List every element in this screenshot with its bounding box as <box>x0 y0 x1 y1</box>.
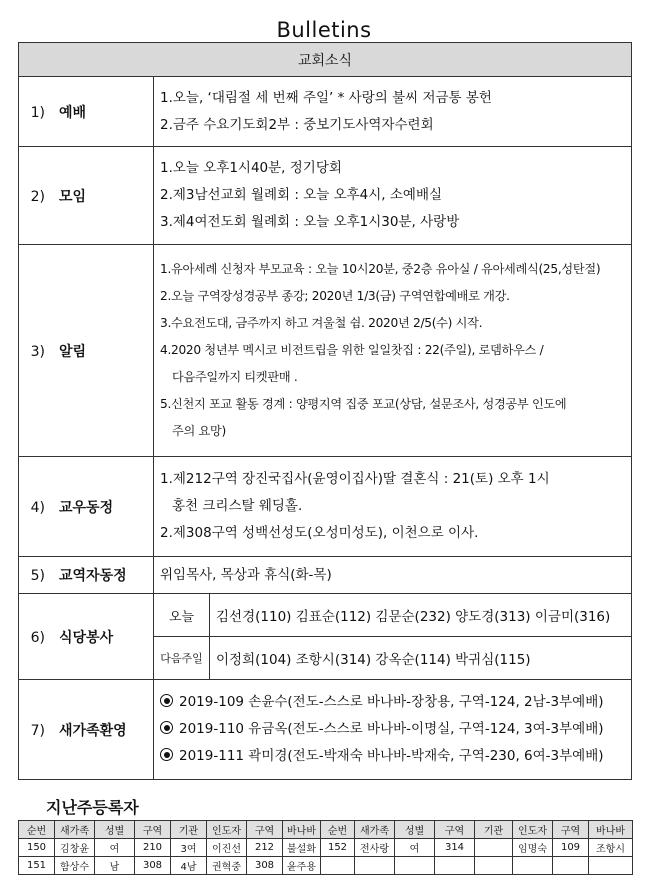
registry-cell: 조항시 <box>589 839 633 857</box>
newfamily-line-2: 2019-110 유금옥(전도-스스로 바나바-이명실, 구역-124, 3여-3부예배) <box>160 716 631 743</box>
registry-cell: 308 <box>135 857 171 875</box>
registry-cell: 152 <box>321 839 355 857</box>
staff-row <box>19 557 632 594</box>
registry-cell: 이진선 <box>207 839 247 857</box>
registry-table <box>18 820 633 875</box>
members-line-2: 2.제308구역 성백선성도(오성미성도), 이천으로 이사. <box>160 525 479 541</box>
worship-row <box>19 77 632 147</box>
registry-cell <box>475 857 513 875</box>
registry-header-cell: 순번 <box>19 821 55 839</box>
dining-next-label: 다음주일 <box>154 637 210 680</box>
registry-cell: 김창윤 <box>55 839 95 857</box>
registry-cell <box>553 857 589 875</box>
registry-header-cell: 기관 <box>475 821 513 839</box>
notice-line-4: 4.2020 청년부 멕시코 비전트립을 위한 일일찻집 : 22(주일), 로뎀하우스 / <box>160 343 544 357</box>
registry-header-cell: 인도자 <box>207 821 247 839</box>
notice-line-3: 3.수요전도대, 금주까지 하고 겨울철 쉼. 2020년 2/5(수) 시작. <box>160 316 483 330</box>
staff-content <box>154 557 632 594</box>
worship-label: 1) 예배 <box>19 77 154 147</box>
worship-content <box>154 77 632 147</box>
registry-header-cell: 성별 <box>95 821 135 839</box>
members-line-1-cont: 홍천 크리스탈 웨딩홀. <box>172 498 303 514</box>
registry-cell: 4남 <box>171 857 207 875</box>
staff-line-1: 위임목사, 목상과 휴식(화-목) <box>160 566 332 583</box>
registry-title: 지난주등록자 <box>46 798 139 817</box>
registry-cell: 151 <box>19 857 55 875</box>
registry-header-cell: 구역 <box>553 821 589 839</box>
page-title: Bulletins <box>276 18 372 42</box>
members-line-1: 1.제212구역 장진국집사(윤영이집사)딸 결혼식 : 21(토) 오후 1시 <box>160 471 550 487</box>
notice-line-2: 2.오늘 구역장성경공부 종강; 2020년 1/3(금) 구역연합예배로 개강. <box>160 289 510 303</box>
notice-label: 3) 알림 <box>19 245 154 457</box>
staff-label: 5) 교역자동정 <box>19 557 154 594</box>
registry-cell <box>321 857 355 875</box>
meeting-line-2: 2.제3남선교회 월례회 : 오늘 오후4시, 소예배실 <box>160 187 443 203</box>
registry-header-cell: 새가족 <box>355 821 395 839</box>
dining-today-names: 김선경(110) 김표순(112) 김문순(232) 양도경(313) 이금미(316) <box>210 594 632 637</box>
meeting-row <box>19 147 632 245</box>
notice-line-1: 1.유아세례 신청자 부모교육 : 오늘 10시20분, 중2층 유아실 / 유아세례식(25,성탄절) <box>160 262 601 276</box>
meeting-label: 2) 모임 <box>19 147 154 245</box>
newfamily-row <box>19 680 632 780</box>
registry-cell: 3여 <box>171 839 207 857</box>
notice-content <box>154 245 632 457</box>
dining-label: 6) 식당봉사 <box>19 594 154 680</box>
registry-cell: 임명숙 <box>513 839 553 857</box>
registry-cell: 함상수 <box>55 857 95 875</box>
registry-header-cell: 성별 <box>395 821 435 839</box>
newfamily-line-1: 2019-109 손윤수(전도-스스로 바나바-장창용, 구역-124, 2남-3부예배) <box>160 689 631 716</box>
meeting-content <box>154 147 632 245</box>
registry-cell: 여 <box>395 839 435 857</box>
registry-cell: 314 <box>435 839 475 857</box>
dining-next-names: 이정희(104) 조항시(314) 강옥순(114) 박귀심(115) <box>210 637 632 680</box>
members-row <box>19 457 632 557</box>
registry-cell: 전사랑 <box>355 839 395 857</box>
registry-header-row <box>19 821 633 839</box>
dining-today-label: 오늘 <box>154 594 210 637</box>
radio-bullet-icon <box>160 721 173 734</box>
registry-cell: 308 <box>247 857 283 875</box>
table-row <box>19 839 633 857</box>
registry-header-cell: 인도자 <box>513 821 553 839</box>
members-content <box>154 457 632 557</box>
registry-header-cell: 기관 <box>171 821 207 839</box>
registry-cell: 남 <box>95 857 135 875</box>
members-label: 4) 교우동정 <box>19 457 154 557</box>
notice-row <box>19 245 632 457</box>
dining-today-row <box>19 594 632 637</box>
registry-header-cell: 구역 <box>435 821 475 839</box>
worship-line-1: 1.오늘, ‘대림절 세 번째 주일’ * 사랑의 불씨 저금통 봉헌 <box>160 89 492 106</box>
notice-line-5: 5.신천지 포교 활동 경계 : 양평지역 집중 포교(상담, 설문조사, 성경공부 인도에 <box>160 397 567 411</box>
radio-bullet-icon <box>160 694 173 707</box>
registry-cell: 212 <box>247 839 283 857</box>
registry-cell: 불설화 <box>283 839 321 857</box>
registry-cell: 여 <box>95 839 135 857</box>
registry-cell: 권혁중 <box>207 857 247 875</box>
registry-cell <box>513 857 553 875</box>
registry-cell <box>589 857 633 875</box>
church-news-table <box>18 42 632 780</box>
meeting-line-3: 3.제4여전도회 월례회 : 오늘 오후1시30분, 사랑방 <box>160 214 460 230</box>
table-row <box>19 857 633 875</box>
registry-header-cell: 순번 <box>321 821 355 839</box>
registry-cell: 윤주용 <box>283 857 321 875</box>
newfamily-content <box>154 680 632 780</box>
radio-bullet-icon <box>160 748 173 761</box>
registry-cell <box>355 857 395 875</box>
registry-cell: 210 <box>135 839 171 857</box>
registry-header-cell: 바나바 <box>589 821 633 839</box>
section-header: 교회소식 <box>19 43 632 77</box>
notice-line-4-cont: 다음주일까지 티켓판매 . <box>172 370 298 384</box>
registry-cell: 109 <box>553 839 589 857</box>
registry-cell <box>475 839 513 857</box>
newfamily-line-3: 2019-111 곽미경(전도-박재숙 바나바-박재숙, 구역-230, 6여-3부예배) <box>160 743 631 770</box>
registry-header-cell: 구역 <box>247 821 283 839</box>
registry-header-cell: 새가족 <box>55 821 95 839</box>
meeting-line-1: 1.오늘 오후1시40분, 정기당회 <box>160 160 342 176</box>
registry-header-cell: 구역 <box>135 821 171 839</box>
worship-line-2: 2.금주 수요기도회2부 : 중보기도사역자수련회 <box>160 116 434 133</box>
newfamily-label: 7) 새가족환영 <box>19 680 154 780</box>
registry-cell <box>395 857 435 875</box>
registry-cell: 150 <box>19 839 55 857</box>
registry-header-cell: 바나바 <box>283 821 321 839</box>
notice-line-5-cont: 주의 요망) <box>172 424 226 438</box>
registry-cell <box>435 857 475 875</box>
